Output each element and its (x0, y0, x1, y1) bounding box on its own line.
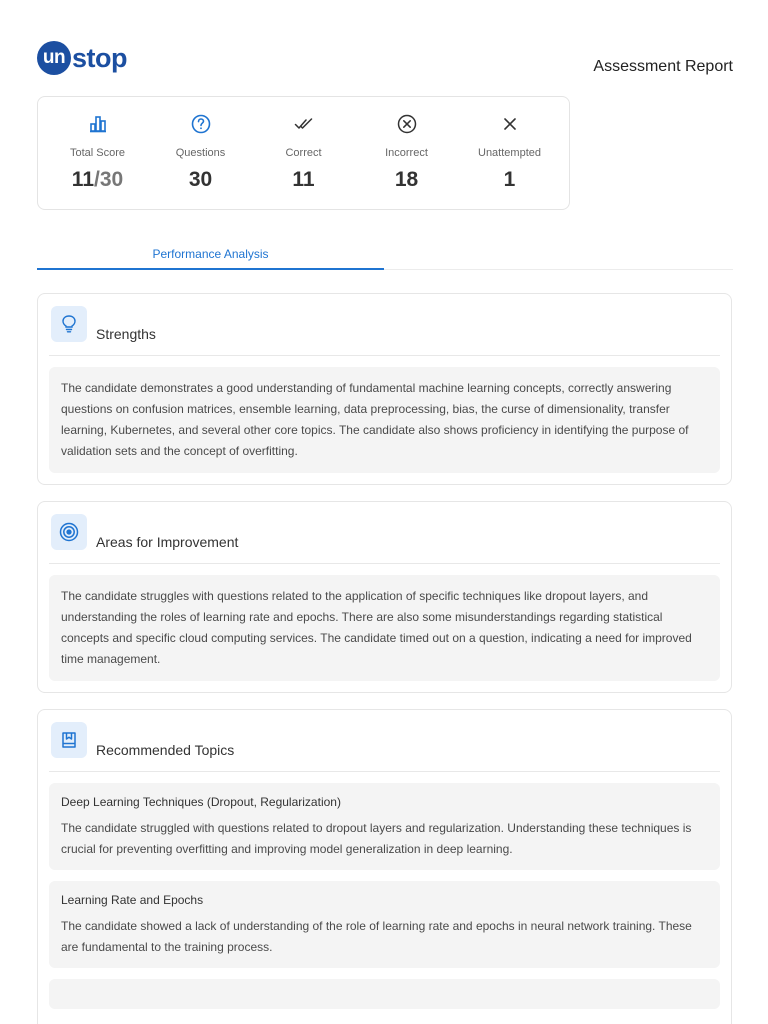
lightbulb-icon (51, 306, 87, 342)
question-circle-icon (191, 113, 211, 135)
card-header (49, 502, 720, 564)
stat-questions (149, 97, 252, 209)
improvement-text: The candidate struggles with questions related to the application of specific techniques like dropout layers, and understanding the roles of learning rate and epochs. There are also some misunderstandings regarding statistical concepts and specific cloud computing services. The candidate timed out on a question, indicating a need for improved time management. (49, 575, 720, 681)
stat-total-score (46, 97, 149, 209)
card-header (49, 710, 720, 772)
bar-chart-icon (89, 113, 107, 135)
stat-label: Incorrect (385, 147, 428, 159)
recommended-topics-card (37, 709, 732, 1024)
topic-item (49, 881, 720, 968)
page-header (0, 0, 768, 96)
strengths-text: The candidate demonstrates a good understanding of fundamental machine learning concepts, correctly answering questions on confusion matrices, ensemble learning, data preprocessing, bias, the curse of dimensionality, transfer learning, Kubernetes, and several other core topics. The candidate also shows proficiency in identifying the purpose of validation sets and the concept of overfitting. (49, 367, 720, 473)
card-title: Areas for Improvement (96, 534, 239, 550)
x-circle-icon (397, 113, 417, 135)
stat-value: 11 (292, 168, 315, 191)
stat-value: 30 (188, 168, 213, 191)
stat-label: Unattempted (478, 147, 541, 159)
topic-title: Learning Rate and Epochs (61, 893, 204, 907)
topic-item (49, 979, 720, 1009)
unstop-logo[interactable] (37, 38, 127, 78)
topic-title: Deep Learning Techniques (Dropout, Regularization) (61, 795, 341, 809)
stat-value: 1 (503, 168, 516, 191)
book-icon (51, 722, 87, 758)
strengths-card (37, 293, 732, 485)
stat-incorrect (355, 97, 458, 209)
score-total: /30 (94, 168, 124, 191)
target-icon (51, 514, 87, 550)
stat-correct (252, 97, 355, 209)
topic-item (49, 783, 720, 870)
x-icon (502, 113, 518, 135)
logo-badge: un (37, 41, 71, 75)
stat-unattempted (458, 97, 561, 209)
stat-label: Questions (175, 147, 226, 159)
logo-wordmark: stop (72, 42, 127, 73)
score-summary-card (37, 96, 570, 210)
card-title: Strengths (96, 326, 156, 342)
card-title: Recommended Topics (96, 742, 235, 758)
stat-label: Total Score (69, 147, 126, 159)
stat-label: Correct (285, 147, 322, 159)
double-check-icon (294, 113, 314, 135)
tab-bar (37, 240, 733, 270)
improvement-card (37, 501, 732, 693)
topic-description: The candidate struggled with questions related to dropout layers and regularization. Understanding these techniques is crucial for preventing overfitting and improving model generalization in deep learning. (61, 821, 692, 856)
score-value: 11 (71, 168, 94, 191)
topic-description: The candidate showed a lack of understanding of the role of learning rate and epochs in neural network training. These are fundamental to the training process. (61, 919, 692, 954)
stat-value (72, 168, 123, 192)
card-header (49, 294, 720, 356)
tab-performance-analysis[interactable]: Performance Analysis (37, 240, 384, 270)
stat-value: 18 (394, 168, 419, 191)
page-title: Assessment Report (593, 58, 733, 75)
